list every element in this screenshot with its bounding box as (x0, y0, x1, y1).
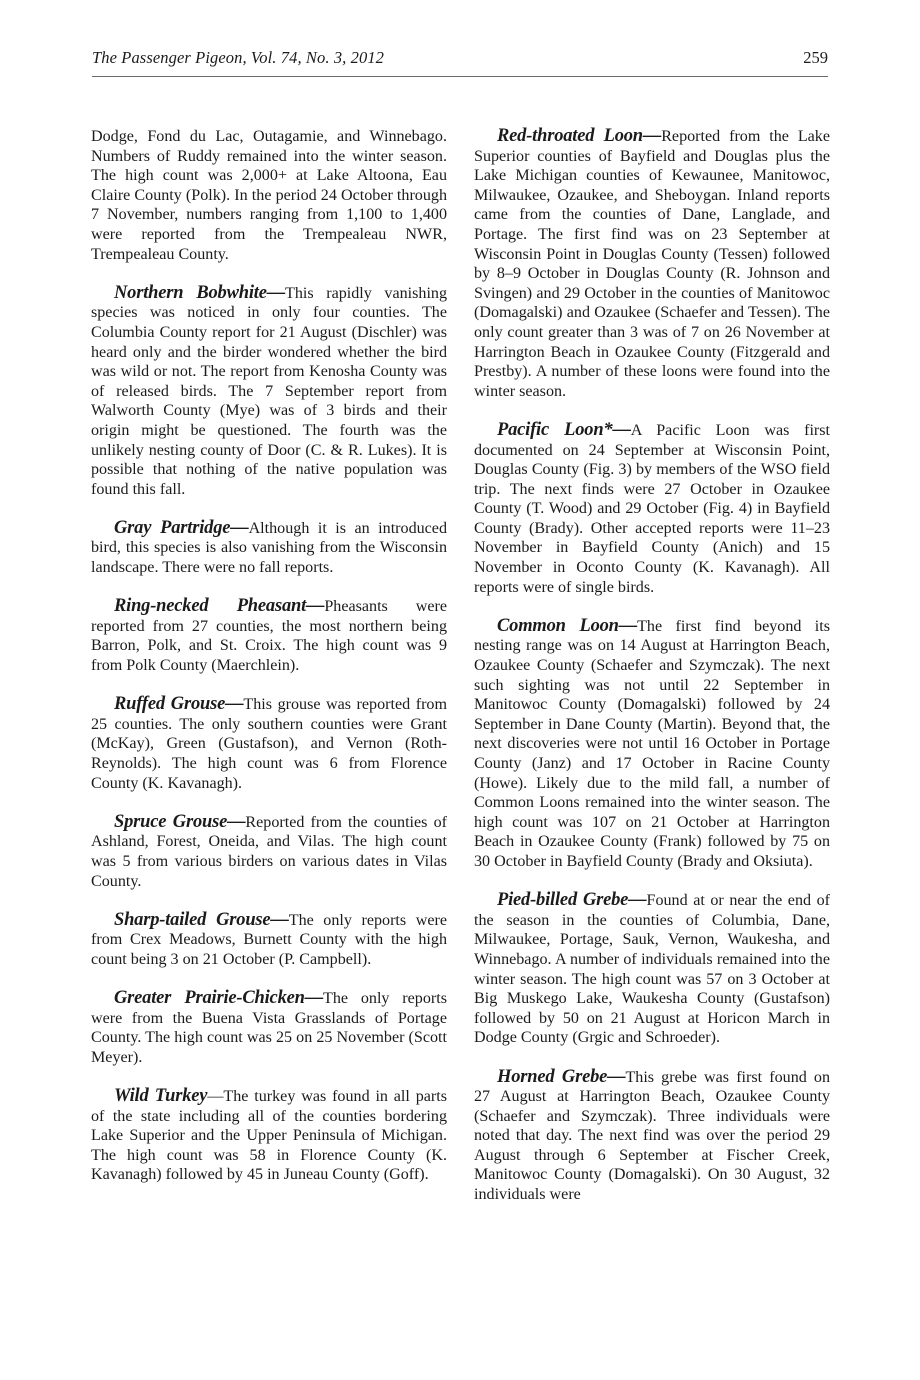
species-account-common-loon (474, 617, 830, 872)
species-name: Pacific Loon*— (497, 419, 631, 440)
species-text: Pheasants were reported from 27 counties, the most northern being Barron, Polk, and St. Croix. The high count was 9 from Polk County (Maerchlein). (91, 598, 447, 675)
species-account-spruce-grouse (91, 813, 447, 891)
species-text: Reported from the Lake Superior counties of Bayfield and Douglas plus the Lake Michigan counties of Kewaunee, Manitowoc, Milwaukee, Ozaukee, and Sheboygan. Inland reports came from the counties of Dane, Langlade, and Portage. The first find was on 23 September at Wisconsin Point in Douglas County (Tessen) followed by 8–9 October in Douglas County (R. Johnson and Svingen) and 29 October in the counties of Manitowoc (Domagalski) and Ozaukee (Schaefer and Tessen). The only count greater than 3 was of 7 on 26 November at Harrington Beach in Ozaukee County (Fitzgerald and Prestby). A number of these loons were found into the winter season. (474, 128, 830, 400)
species-name: Horned Grebe— (497, 1066, 626, 1087)
species-account-horned-grebe (474, 1068, 830, 1205)
species-text: —The turkey was found in all parts of the state including all of the counties bordering Lake Superior and the Upper Peninsula of Michigan. The high count was 58 in Florence County (K. Kavanagh) followed by 45 in Juneau County (Goff). (91, 1088, 447, 1184)
species-text: The only reports were from Crex Meadows, Burnett County with the high count being 3 on 21 October (P. Campbell). (91, 911, 447, 968)
species-name: Greater Prairie-Chicken— (114, 988, 324, 1009)
species-text: This grebe was first found on 27 August at Harrington Beach, Ozaukee County (Schaefer and Szymczak). Three individuals were noted that day. The next find was over the period 29 August through 6 September at Fischer Creek, Manitowoc County (Domagalski). On 30 August, 32 individuals were (474, 1068, 830, 1204)
species-account-wild-turkey (91, 1087, 447, 1185)
species-text: This rapidly vanishing species was noticed in only four counties. The Columbia County report for 21 August (Dischler) was heard only and the birder wondered whether the bird was wild or not. The report from Kenosha County was of released birds. The 7 September report from Walworth County (Mye) was of 3 birds and their origin might be questioned. The fourth was the unlikely nesting county of Door (C. & R. Lukes). It is possible that nothing of the native population was found this fall. (91, 284, 448, 498)
page-number: 259 (803, 48, 828, 67)
species-text: Reported from the counties of Ashland, Forest, Oneida, and Vilas. The high count was 5 from various birders on various dates in Vilas County. (91, 813, 447, 890)
right-column (474, 127, 830, 1224)
header-rule (92, 76, 828, 77)
species-account-pacific-loon (474, 421, 830, 597)
species-text: This grouse was reported from 25 counties. The only southern counties were Grant (McKay), Green (Gustafson), and Vernon (Roth-Reynolds). The high count was 6 from Florence County (K. Kavanagh). (91, 696, 447, 792)
left-column (91, 127, 447, 1205)
species-account-gray-partridge (91, 519, 447, 578)
species-account-ruffed-grouse (91, 695, 447, 793)
species-name: Spruce Grouse— (114, 811, 246, 832)
species-name: Wild Turkey (114, 1086, 208, 1107)
species-account-sharp-tailed-grouse (91, 911, 447, 970)
species-text: A Pacific Loon was first documented on 24 September at Wisconsin Point, Douglas County (Fig. 3) by members of the WSO field trip. The next finds were 27 October in Ozaukee County (T. Wood) and 29 October (Fig. 4) in Bayfield County (Brady). Other accepted reports were 11–23 November in Bayfield County (Anich) and 15 November in Oconto County (K. Kavanagh). All reports were of single birds. (474, 421, 831, 596)
species-name: Northern Bobwhite— (114, 282, 286, 303)
running-title: The Passenger Pigeon, Vol. 74, No. 3, 2012 (92, 48, 385, 67)
species-name: Sharp-tailed Grouse— (114, 909, 289, 930)
species-name: Ring-necked Pheasant— (114, 596, 325, 617)
species-account-red-throated-loon (474, 127, 830, 401)
species-account-greater-prairie-chicken (91, 989, 447, 1067)
species-name: Common Loon— (497, 615, 638, 636)
continued-paragraph: Dodge, Fond du Lac, Outagamie, and Winnebago. Numbers of Ruddy remained into the winter season. The high count was 2,000+ at Lake Altoona, Eau Claire County (Polk). In the period 24 October through 7 November, numbers ranging from 1,100 to 1,400 were reported from the Trempealeau NWR, Trempealeau County. (91, 128, 447, 263)
species-account-northern-bobwhite (91, 284, 447, 500)
page-header (92, 48, 828, 74)
species-name: Ruffed Grouse— (114, 694, 244, 715)
species-account-pied-billed-grebe (474, 891, 830, 1048)
species-text: Although it is an introduced bird, this species is also vanishing from the Wisconsin landscape. There were no fall reports. (91, 519, 447, 577)
species-name: Red-throated Loon— (497, 126, 662, 146)
species-account-ring-necked-pheasant (91, 597, 447, 675)
species-name: Pied-billed Grebe— (497, 890, 647, 911)
species-text: The first find beyond its nesting range was on 14 August at Harrington Beach, Ozaukee County (Schaefer and Szymczak). The next such sighting was not until 22 September in Manitowoc County (Domagalski) followed by 24 September in Dane County (Martin). Beyond that, the next discoveries were not until 16 October in Portage County (Janz) and 17 October in Racine County (Howe). Likely due to the mild fall, a number of Common Loons remained into the winter season. The high count was 107 on 21 October at Harrington Beach in Ozaukee County (Frank) followed by 75 on 30 October in Bayfield County (Brady and Oksiuta). (474, 617, 830, 870)
species-text: Found at or near the end of the season in the counties of Columbia, Dane, Milwaukee, Portage, Sauk, Vernon, Waukesha, and Winnebago. A number of individuals remained into the winter season. The high count was 57 on 3 October at Big Muskego Lake, Waukesha County (Gustafson) followed by 50 on 21 August at Horicon March in Dodge County (Grgic and Schroeder). (474, 892, 831, 1047)
species-name: Gray Partridge— (114, 517, 249, 538)
species-text: The only reports were from the Buena Vista Grasslands of Portage County. The high count was 25 on 25 November (Scott Meyer). (91, 990, 447, 1066)
